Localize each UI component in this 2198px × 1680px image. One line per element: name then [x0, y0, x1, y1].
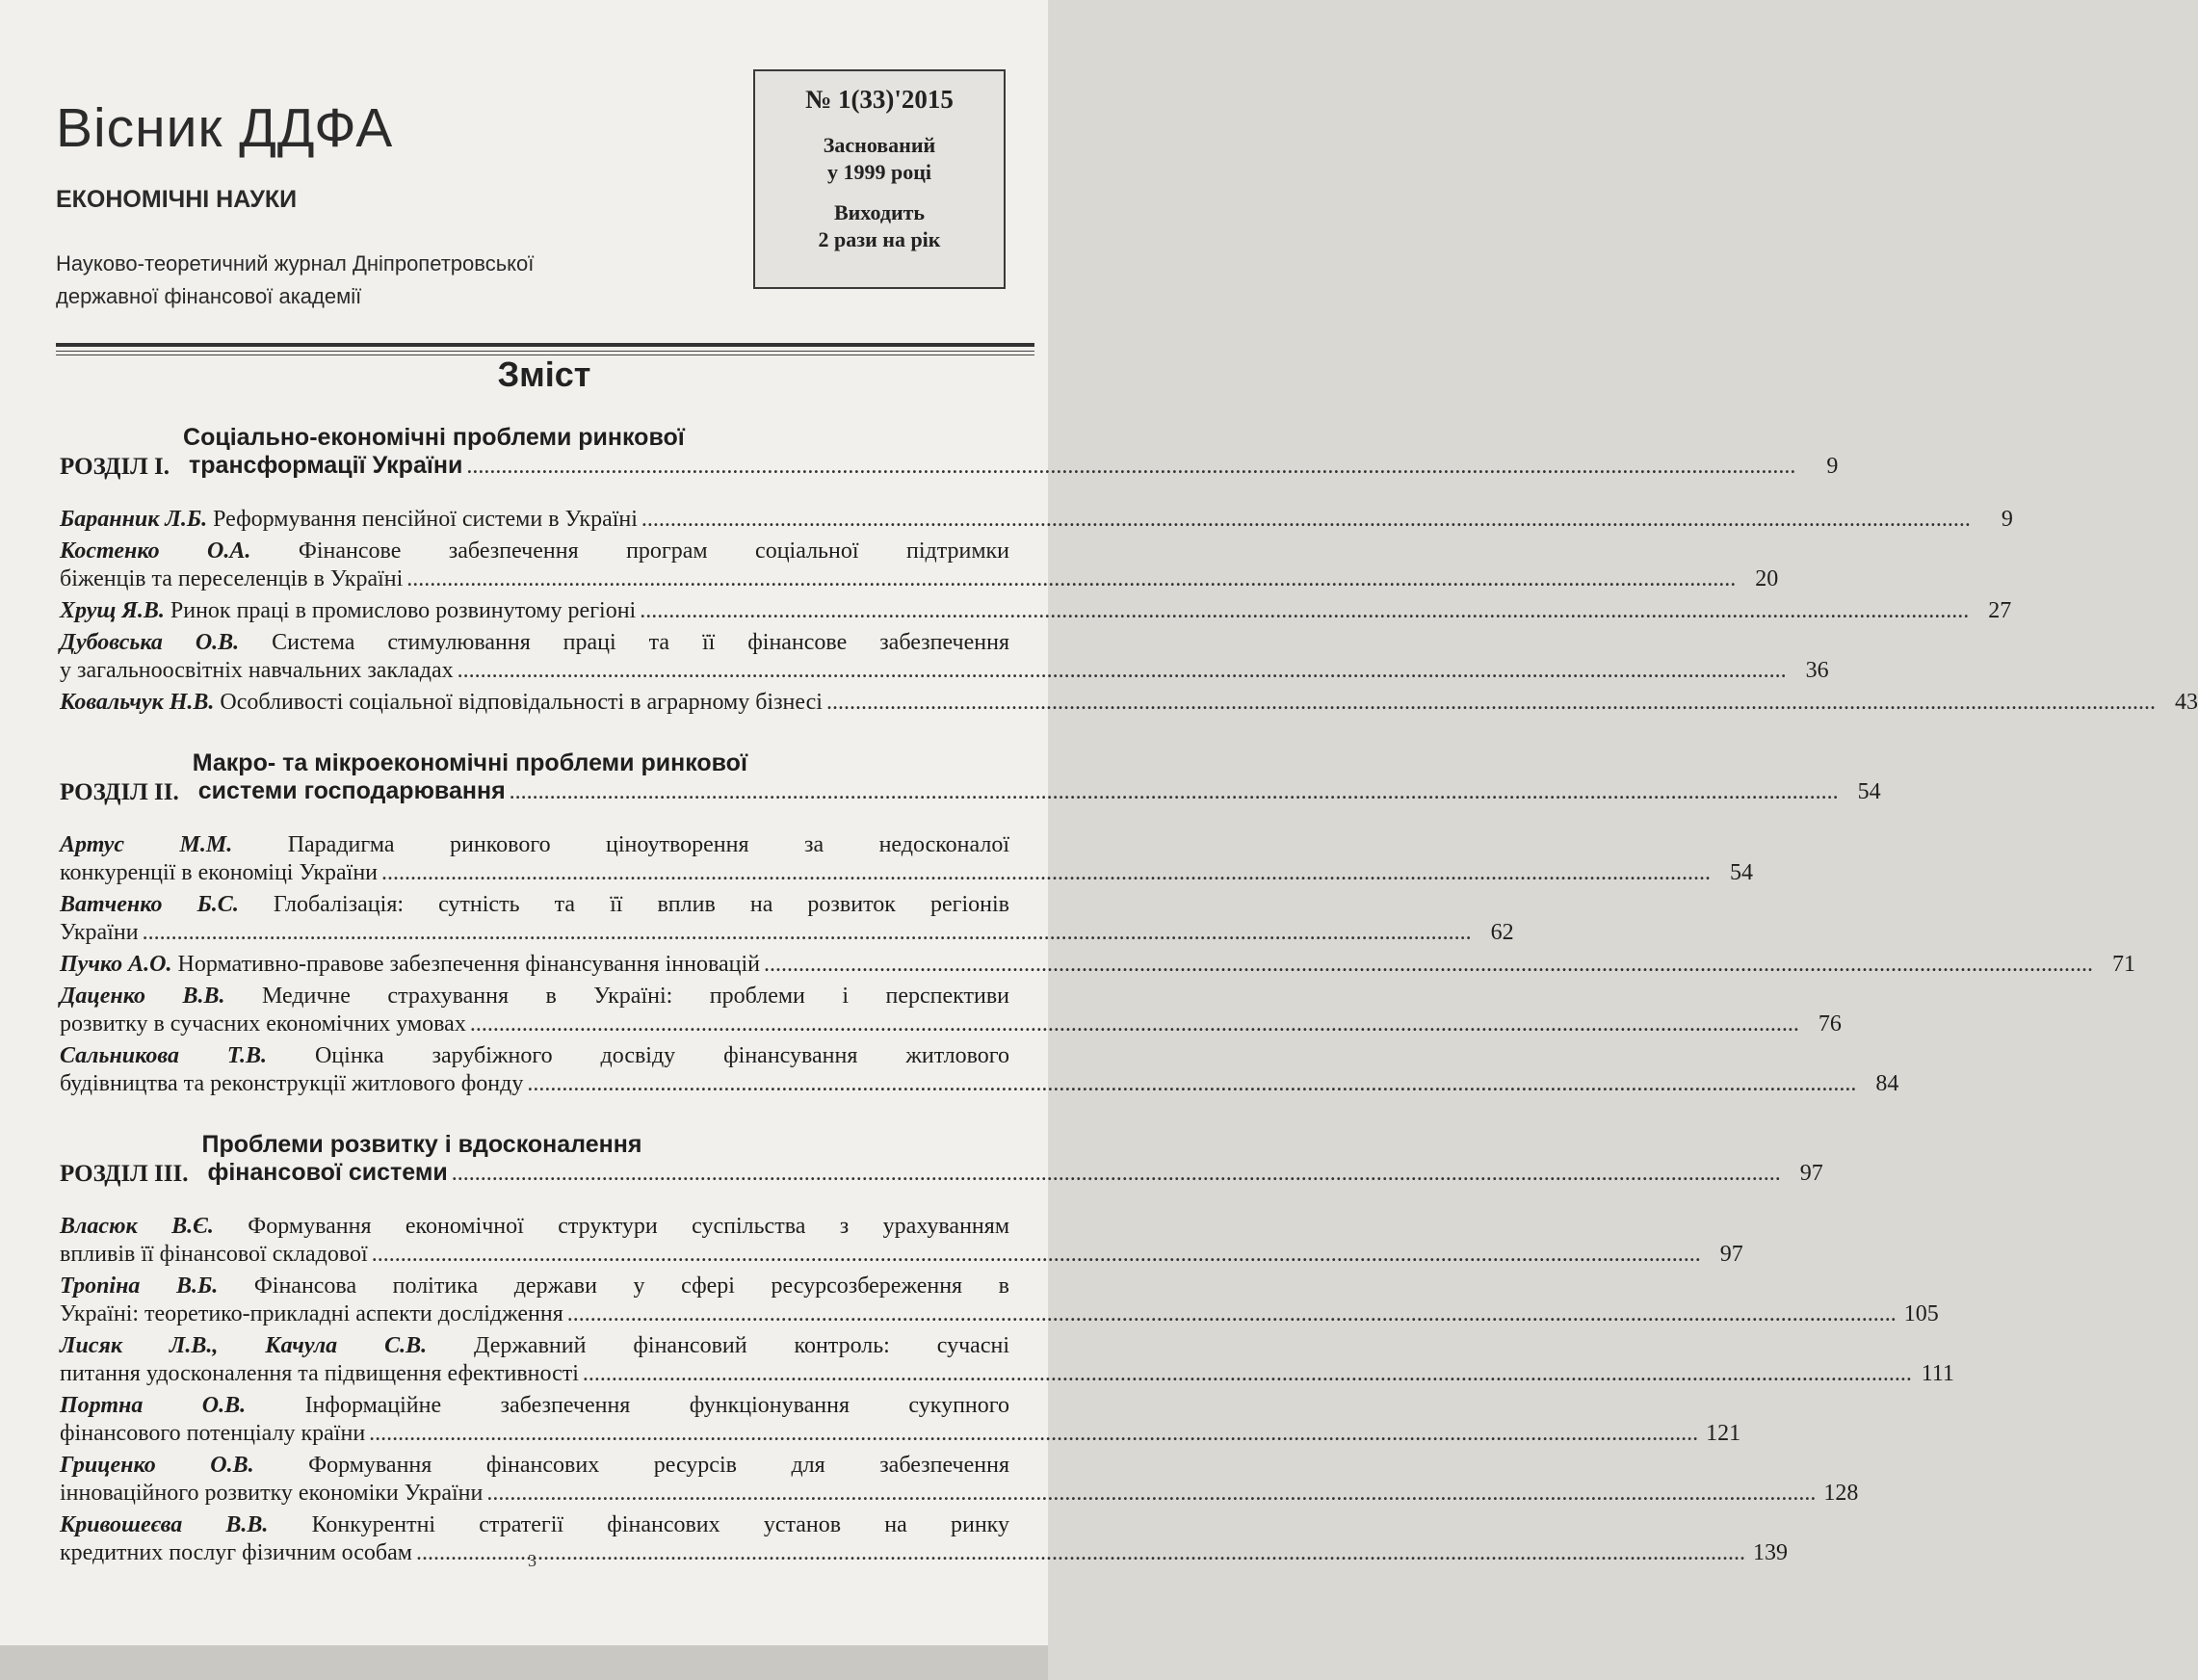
page-ref: 111 [1921, 1361, 1954, 1386]
page-ref: 27 [1988, 598, 2012, 623]
leader-dots [510, 778, 1839, 806]
page-ref: 76 [1818, 1011, 1842, 1037]
toc-entry [60, 1213, 1743, 1269]
leader-dots [466, 453, 1795, 481]
page-number: 3 [528, 1551, 536, 1570]
entry-title-cont: питання удосконалення та підвищення ефективності [60, 1361, 579, 1386]
toc-entry [60, 1392, 1741, 1448]
toc-entry [60, 538, 1779, 593]
page-ref: 9 [2001, 507, 2013, 532]
leader-dots [583, 1360, 1912, 1388]
description-line: Науково-теоретичний журнал Дніпропетровської [56, 251, 535, 276]
entry-author: Даценко В.В. [60, 984, 225, 1009]
established-line: Заснований [823, 133, 936, 157]
page-ref: 71 [2112, 952, 2136, 977]
entry-title: Державний фінансовий контроль: сучасні [474, 1333, 1009, 1358]
established-line: у 1999 році [826, 160, 932, 184]
section-heading [60, 424, 1839, 481]
description-line: державної фінансової академії [56, 284, 362, 308]
entry-title-cont: фінансового потенціалу країни [60, 1421, 366, 1446]
toc-entry [60, 597, 2012, 625]
entry-title: Інформаційне забезпечення функціонування сукупного [304, 1393, 1010, 1418]
entry-author: Артус М.М. [60, 832, 233, 857]
header-divider-thin [56, 351, 1034, 352]
toc-entry [60, 629, 1829, 685]
entry-author: Тропіна В.Б. [60, 1273, 219, 1299]
entry-author: Костенко О.А. [60, 538, 251, 564]
entry-title: Особливості соціальної відповідальності в аграрному бізнесі [220, 690, 823, 715]
entry-author: Сальникова Т.В. [60, 1043, 268, 1068]
leader-dots [470, 1011, 1799, 1038]
journal-description [56, 248, 730, 313]
leader-dots [640, 597, 1969, 625]
page-ref: 62 [1490, 920, 1514, 945]
entry-title: Формування економічної структури суспільства з урахуванням [248, 1214, 1010, 1239]
page-ref: 36 [1805, 658, 1829, 683]
entry-title: Нормативно-правове забезпечення фінансування інновацій [177, 952, 761, 977]
section-number: РОЗДІЛ II. [60, 779, 179, 805]
entry-title: Ринок праці в промислово розвинутому регіоні [170, 598, 637, 623]
entry-author: Гриценко О.В. [60, 1453, 254, 1478]
page-ref: 128 [1823, 1481, 1859, 1506]
page-ref: 9 [1826, 454, 1839, 479]
entry-author: Пучко А.О. [60, 952, 172, 977]
section-title: Соціально-економічні проблеми ринкової [183, 424, 685, 451]
leader-dots [406, 565, 1736, 593]
leader-dots [452, 1160, 1781, 1188]
leader-dots [416, 1539, 1745, 1567]
page-ref: 97 [1719, 1242, 1743, 1267]
journal-subject: ЕКОНОМІЧНІ НАУКИ [56, 186, 298, 213]
toc-entry [60, 689, 2198, 717]
leader-dots [458, 657, 1787, 685]
page-ref: 84 [1875, 1071, 1899, 1096]
toc-entry [60, 1332, 1954, 1388]
entry-author: Портна О.В. [60, 1393, 247, 1418]
entry-author: Кривошеєва В.В. [60, 1512, 269, 1537]
toc-entry [60, 983, 1842, 1038]
entry-title-cont: у загальноосвітніх навчальних закладах [60, 658, 454, 683]
leader-dots [143, 919, 1472, 947]
entry-author: Ковальчук Н.В. [60, 690, 215, 715]
leader-dots [381, 859, 1711, 887]
leader-dots [486, 1480, 1816, 1508]
toc-entry [60, 831, 1754, 887]
section-number: РОЗДІЛ III. [60, 1161, 189, 1187]
entry-title-cont: інноваційного розвитку економіки України [60, 1481, 484, 1506]
toc-entry [60, 1452, 1859, 1508]
entry-title-cont: кредитних послуг фізичним особам [60, 1540, 412, 1565]
section-title: системи господарювання [197, 777, 506, 804]
section-heading [60, 1131, 1823, 1188]
entry-title: Фінансова політика держави у сфері ресурсозбереження в [253, 1273, 1009, 1299]
entry-title: Система стимулювання праці та її фінансове забезпечення [272, 630, 1009, 655]
issue-number: № 1(33)'2015 [805, 85, 954, 114]
page-ref: 121 [1706, 1421, 1741, 1446]
journal-title: Вісник ДДФА [56, 97, 394, 159]
toc-section [60, 1131, 1954, 1567]
toc-entry [60, 951, 2136, 979]
frequency-line: 2 рази на рік [818, 227, 941, 251]
entry-title: Формування фінансових ресурсів для забезпечення [308, 1453, 1009, 1478]
scan-edge [0, 1645, 1048, 1680]
entry-author: Власюк В.Є. [60, 1214, 214, 1239]
toc-entry [60, 891, 1514, 947]
toc-title: Зміст [497, 354, 591, 394]
entry-title: Конкурентні стратегії фінансових установ на ринку [311, 1512, 1009, 1537]
section-title: трансформації України [189, 452, 463, 479]
section-title: фінансової системи [207, 1159, 448, 1186]
entry-title-cont: розвитку в сучасних економічних умовах [60, 1011, 466, 1037]
page-ref: 20 [1755, 566, 1779, 591]
section-number: РОЗДІЛ I. [60, 454, 170, 480]
toc-entry [60, 506, 2013, 534]
entry-title-cont: будівництва та реконструкції житлового фонду [60, 1071, 524, 1096]
entry-title-cont: Україні: теоретико-прикладні аспекти дослідження [60, 1301, 563, 1326]
section-title: Проблеми розвитку і вдосконалення [201, 1131, 642, 1158]
frequency-info [755, 199, 1004, 253]
established-info [755, 132, 1004, 186]
entry-title: Медичне страхування в Україні: проблеми і перспективи [261, 984, 1010, 1009]
leader-dots [567, 1300, 1897, 1328]
toc-entry [60, 1042, 1899, 1098]
entry-title-cont: впливів її фінансової складової [60, 1242, 368, 1267]
leader-dots [641, 506, 1971, 534]
leader-dots [764, 951, 2093, 979]
entry-title: Оцінка зарубіжного досвіду фінансування житлового [314, 1043, 1010, 1068]
header-divider [56, 343, 1034, 347]
leader-dots [369, 1420, 1698, 1448]
table-of-contents [60, 424, 2198, 1571]
page-ref: 54 [1730, 860, 1754, 885]
entry-author: Лисяк Л.В., Качула С.В. [60, 1333, 428, 1358]
toc-section [60, 424, 2198, 717]
frequency-line: Виходить [833, 200, 926, 224]
section-heading [60, 749, 1881, 806]
entry-title-cont: конкуренції в економіці України [60, 860, 379, 885]
section-title: Макро- та мікроекономічні проблеми ринкової [192, 749, 747, 776]
leader-dots [826, 689, 2156, 717]
entry-author: Ватченко Б.С. [60, 892, 239, 917]
entry-title: Фінансове забезпечення програм соціальної підтримки [298, 538, 1010, 564]
leader-dots [372, 1241, 1701, 1269]
entry-title-cont: України [60, 920, 139, 945]
toc-entry [60, 1273, 1939, 1328]
entry-author: Хрущ Я.В. [60, 598, 165, 623]
entry-title-cont: біженців та переселенців в Україні [60, 566, 404, 591]
entry-title: Глобалізація: сутність та її вплив на розвиток регіонів [273, 892, 1009, 917]
page-ref: 139 [1752, 1540, 1788, 1565]
leader-dots [527, 1070, 1856, 1098]
entry-title: Реформування пенсійної системи в Україні [213, 507, 638, 532]
page-ref: 97 [1799, 1161, 1823, 1186]
toc-section [60, 749, 2136, 1098]
issue-info-box [753, 69, 1006, 289]
entry-author: Дубовська О.В. [60, 630, 240, 655]
page-ref: 105 [1903, 1301, 1939, 1326]
page-ref: 43 [2174, 690, 2198, 715]
entry-author: Баранник Л.Б. [60, 507, 208, 532]
entry-title: Парадигма ринкового ціноутворення за недосконалої [287, 832, 1010, 857]
page-ref: 54 [1857, 779, 1881, 804]
